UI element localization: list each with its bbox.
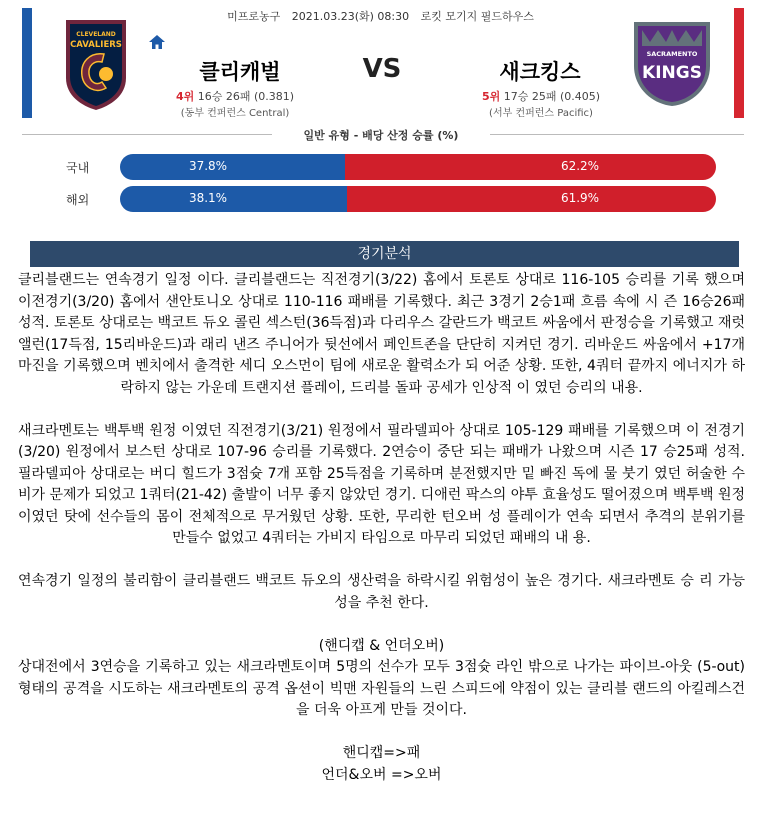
vs-label: VS	[362, 54, 402, 84]
home-color-bar	[22, 8, 32, 118]
away-team-name: 새크킹스	[499, 60, 581, 84]
home-team-record	[160, 88, 310, 104]
rate-away-value: 62.2%	[560, 159, 600, 173]
pick-handicap: 핸디캡=>패	[342, 745, 421, 761]
cavaliers-logo-text-main: CAVALIERS	[70, 40, 122, 50]
home-team-name: 클리캐벌	[199, 60, 281, 84]
kings-logo-text-top: SACRAMENTO	[646, 50, 698, 58]
analysis-paragraph-summary: 연속경기 일정의 불리함이 클리블랜드 백코트 듀오의 생산력을 하락시킬 위험성이 높은 경기다. 새크라멘토 승 리 가능성을 추천 한다.	[18, 573, 745, 611]
rate-home-value: 38.1%	[188, 191, 228, 205]
kings-logo	[632, 20, 712, 108]
venue-label: 로킷 모기지 필드하우스	[420, 10, 534, 23]
rate-bar	[120, 154, 716, 180]
kings-logo-text-main: KINGS	[642, 63, 702, 83]
handicap-title: (핸디캡 & 언더오버)	[318, 637, 445, 654]
rate-row-domestic	[22, 154, 744, 180]
rate-row-overseas	[22, 186, 744, 212]
rate-row-label: 해외	[66, 193, 90, 207]
rate-home-value: 37.8%	[188, 159, 228, 173]
match-datetime: 2021.03.23(화) 08:30	[291, 10, 410, 23]
rate-bar-away	[345, 154, 716, 180]
rate-title: 일반 유형 - 배당 산정 승률 (%)	[272, 127, 490, 143]
match-header	[0, 0, 761, 125]
home-team-wl: 16승 26패 (0.381)	[197, 90, 295, 103]
away-team-record	[466, 88, 616, 104]
pick-overunder: 언더&오버 =>오버	[321, 766, 442, 783]
home-icon[interactable]	[148, 34, 166, 50]
rate-bar-away	[347, 186, 716, 212]
analysis-paragraph-home: 클리블랜드는 연속경기 일정 이다. 클리블랜드는 직전경기(3/22) 홈에서 토론토 상대로 116-105 승리를 기록 했으며 이전경기(3/20) 홈에서 샌안토니오 상대로 110-116 패배를 기록했다. 최근 3경기 2승1패 흐름 속에 시 즌 16승26패 성적. 토론토 상대로는 백코트 듀오 콜린 섹스턴(36득점)과 다리우스 갈란드가 백코트 싸움에서 판정승을 기록했고 재럿 앨런(17득점, 15리바운드)과 래리 낸즈 주니어가 뒷선에서 페인트존을 단단히 지켜던 경기. 리바운드 싸움에서 +17개 마진을 기록했으며 벤치에서 출격한 세디 오스먼이 팀에 새로운 활력소가 되 어준 상황. 또한, 4쿼터 끝까지 에너지가 하락하지 않는 가운데 트랜지션 플레이, 드리블 돌파 공세가 인상적 이 였던 승리의 내용.	[18, 272, 745, 396]
away-team-rank: 5위	[481, 90, 501, 103]
handicap-text: 상대전에서 3연승을 기록하고 있는 새크라멘토이며 5명의 선수가 모두 3점슛 라인 밖으로 나가는 파이브-아웃 (5-out) 형태의 공격을 시도하는 새크라멘토의 공격 옵션이 빅맨 자원들의 느린 스피드에 약점이 있는 클리블 랜드의 아킬레스건을 더욱 아프게 만들 것이다.	[18, 659, 745, 718]
away-color-bar	[734, 8, 744, 118]
home-team-conference: (동부 컨퍼런스 Central)	[180, 108, 290, 119]
away-team-wl: 17승 25패 (0.405)	[503, 90, 601, 103]
analysis-title: 경기분석	[30, 241, 739, 267]
cavaliers-logo-text-top: CLEVELAND	[76, 31, 116, 38]
home-team-rank: 4위	[175, 90, 195, 103]
league-label: 미프로농구	[227, 10, 281, 23]
analysis-body	[18, 270, 745, 786]
away-team-conference: (서부 컨퍼런스 Pacific)	[489, 108, 593, 119]
rate-away-value: 61.9%	[560, 191, 600, 205]
rate-bar	[120, 186, 716, 212]
analysis-paragraph-away: 새크라멘토는 백투백 원정 이였던 직전경기(3/21) 원정에서 필라델피아 상대로 105-129 패배를 기록했으며 이 전경기(3/20) 원정에서 보스턴 상대로 107-96 승리를 기록했다. 2연승이 중단 되는 패배가 나왔으며 시즌 17 승25패 성적. 필라델피아 상대로는 버디 힐드가 3점슛 7개 포함 25득점을 기록하며 분전했지만 밑 빠진 독에 물 붓기 였던 허술한 수비가 문제가 되었고 1쿼터(21-42) 출발이 너무 좋지 않았던 경기. 디애런 팍스의 야투 효율성도 떨어졌으며 백투백 원정 이였던 탓에 선수들의 몸이 전체적으로 무거웠던 상황. 또한, 무리한 턴오버 성 플레이가 연속 되면서 추격의 분위기를 만들수 없었고 4쿼터는 가비지 타임으로 마무리 되었던 패배의 내 용.	[18, 422, 745, 546]
rate-row-label: 국내	[66, 161, 90, 175]
cavaliers-logo	[62, 16, 130, 112]
